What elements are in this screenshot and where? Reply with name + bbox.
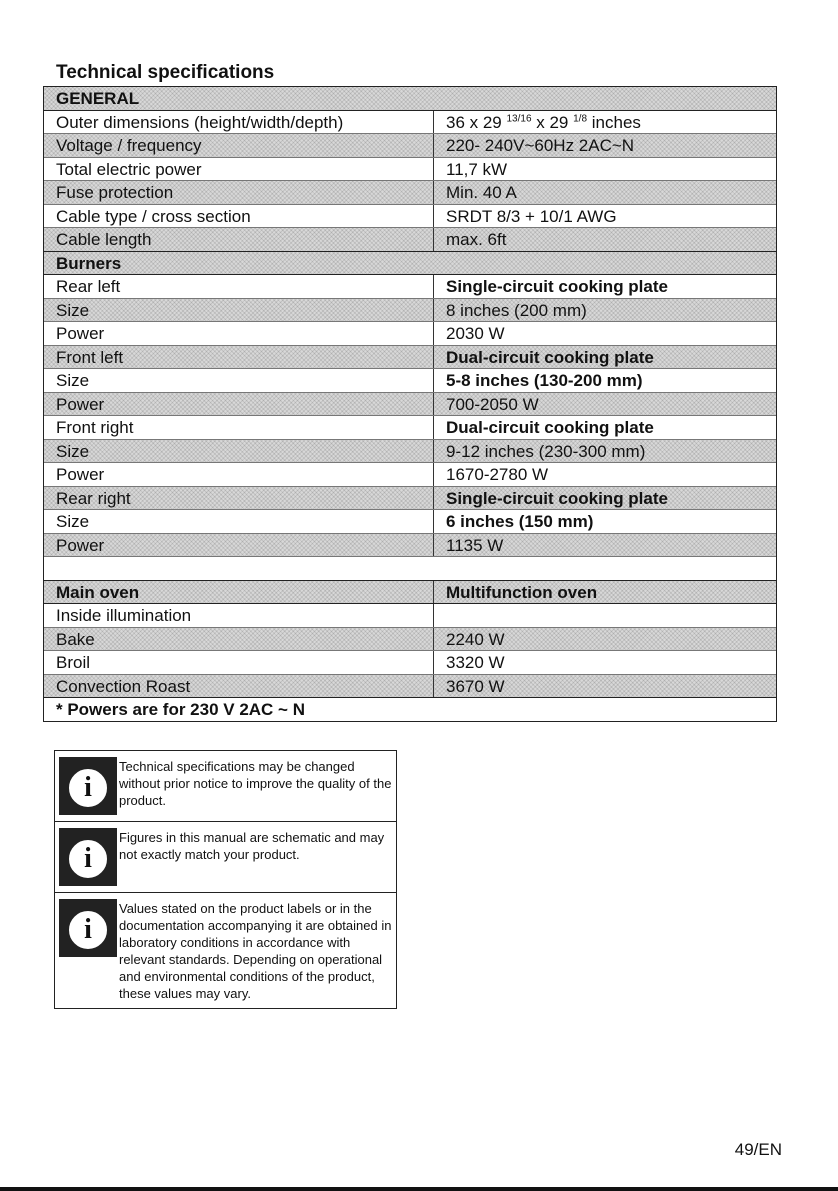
dim-part: inches — [587, 112, 641, 132]
spec-value: 2030 W — [446, 324, 505, 343]
table-row — [44, 322, 776, 346]
page-title: Technical specifications — [56, 62, 275, 83]
table-row — [44, 534, 776, 558]
table-spacer-row — [44, 557, 776, 581]
info-icon — [59, 757, 117, 815]
spec-value: 5-8 inches (130-200 mm) — [446, 371, 643, 390]
spec-label: Size — [44, 299, 434, 322]
spec-label: Inside illumination — [44, 604, 434, 627]
table-row — [44, 205, 776, 229]
table-row — [44, 675, 776, 699]
spec-value — [434, 604, 776, 627]
spec-label: Power — [44, 322, 434, 345]
spec-value: 700-2050 W — [446, 394, 539, 414]
spec-value: max. 6ft — [446, 230, 507, 249]
spec-value: 11,7 kW — [446, 159, 508, 179]
spec-label: Cable type / cross section — [44, 205, 434, 228]
spec-table — [43, 86, 777, 722]
info-note — [55, 893, 396, 1008]
table-row — [44, 275, 776, 299]
spec-label: Front right — [44, 416, 434, 439]
info-notes-box — [54, 750, 397, 1009]
spec-label: Power — [44, 393, 434, 416]
spec-label: Bake — [44, 628, 434, 651]
spec-label: Rear right — [44, 487, 434, 510]
info-icon-glyph: i — [84, 914, 92, 945]
spec-label: Rear left — [44, 275, 434, 298]
spec-value: 9-12 inches (230-300 mm) — [446, 441, 646, 461]
spec-label: Size — [44, 510, 434, 533]
spec-value: 3320 W — [446, 653, 505, 672]
footnote-row — [44, 698, 776, 721]
spec-value: 220- 240V~60Hz 2AC~N — [446, 136, 635, 155]
table-row — [44, 369, 776, 393]
spec-value: Dual-circuit cooking plate — [446, 347, 654, 367]
info-icon — [59, 899, 117, 957]
dim-part: x 29 — [531, 112, 574, 132]
spec-label: Outer dimensions (height/width/depth) — [44, 111, 434, 134]
spec-label: Voltage / frequency — [44, 134, 434, 157]
info-note — [55, 751, 396, 822]
info-note-text: Figures in this manual are schematic and may not exactly match your product. — [119, 830, 385, 862]
spec-value: Min. 40 A — [446, 183, 517, 202]
table-row — [44, 651, 776, 675]
spec-label: Size — [44, 440, 434, 463]
page-number: 49/EN — [734, 1140, 782, 1159]
section-label: GENERAL — [56, 89, 140, 108]
spec-label: Power — [44, 463, 434, 486]
spec-value: SRDT 8/3 + 10/1 AWG — [446, 206, 617, 226]
table-row — [44, 628, 776, 652]
table-row — [44, 393, 776, 417]
info-icon-glyph: i — [84, 772, 92, 803]
table-row — [44, 463, 776, 487]
dim-fraction: 1/8 — [573, 112, 588, 124]
spec-value: 1135 W — [446, 535, 504, 555]
dim-fraction: 13/16 — [506, 112, 532, 124]
spec-label: Power — [44, 534, 434, 557]
spec-value: 1670-2780 W — [446, 465, 549, 484]
info-note-text: Values stated on the product labels or in the documentation accompanying it are obtained in laboratory conditions in accordance with relevant standards. Depending on operational and environmental conditions of the product, these values may vary. — [119, 901, 392, 1001]
spec-label: Total electric power — [44, 158, 434, 181]
spec-label: Fuse protection — [44, 181, 434, 204]
spec-label: Broil — [44, 651, 434, 674]
spec-label: Front left — [44, 346, 434, 369]
footnote: * Powers are for 230 V 2AC ~ N — [56, 700, 305, 719]
dim-part: 36 x 29 — [446, 112, 507, 132]
info-note — [55, 822, 396, 893]
info-icon — [59, 828, 117, 886]
spec-label: Size — [44, 369, 434, 392]
table-row — [44, 416, 776, 440]
table-row — [44, 181, 776, 205]
table-row — [44, 111, 776, 135]
section-main-oven — [44, 581, 776, 605]
bottom-rule — [0, 1187, 838, 1191]
section-value: Multifunction oven — [446, 582, 598, 602]
table-row — [44, 299, 776, 323]
table-row — [44, 510, 776, 534]
spec-value: 3670 W — [446, 676, 505, 696]
section-general — [44, 87, 776, 111]
spec-label: Cable length — [44, 228, 434, 251]
info-note-text: Technical specifications may be changed without prior notice to improve the quality of the product. — [119, 759, 392, 808]
spec-value: 8 inches (200 mm) — [446, 300, 587, 320]
table-row — [44, 604, 776, 628]
table-row — [44, 346, 776, 370]
spec-value: Single-circuit cooking plate — [446, 277, 668, 296]
table-row — [44, 158, 776, 182]
section-burners — [44, 252, 776, 276]
table-row — [44, 228, 776, 252]
info-icon-glyph: i — [84, 843, 92, 874]
table-row — [44, 487, 776, 511]
table-row — [44, 134, 776, 158]
spec-value: Single-circuit cooking plate — [446, 488, 668, 508]
spec-label: Convection Roast — [44, 675, 434, 698]
spec-value — [434, 111, 776, 134]
spec-value: 6 inches (150 mm) — [446, 512, 594, 531]
spec-value: 2240 W — [446, 629, 505, 649]
section-label: Burners — [56, 253, 122, 273]
section-label: Main oven — [44, 581, 434, 604]
spec-value: Dual-circuit cooking plate — [446, 418, 654, 437]
table-row — [44, 440, 776, 464]
